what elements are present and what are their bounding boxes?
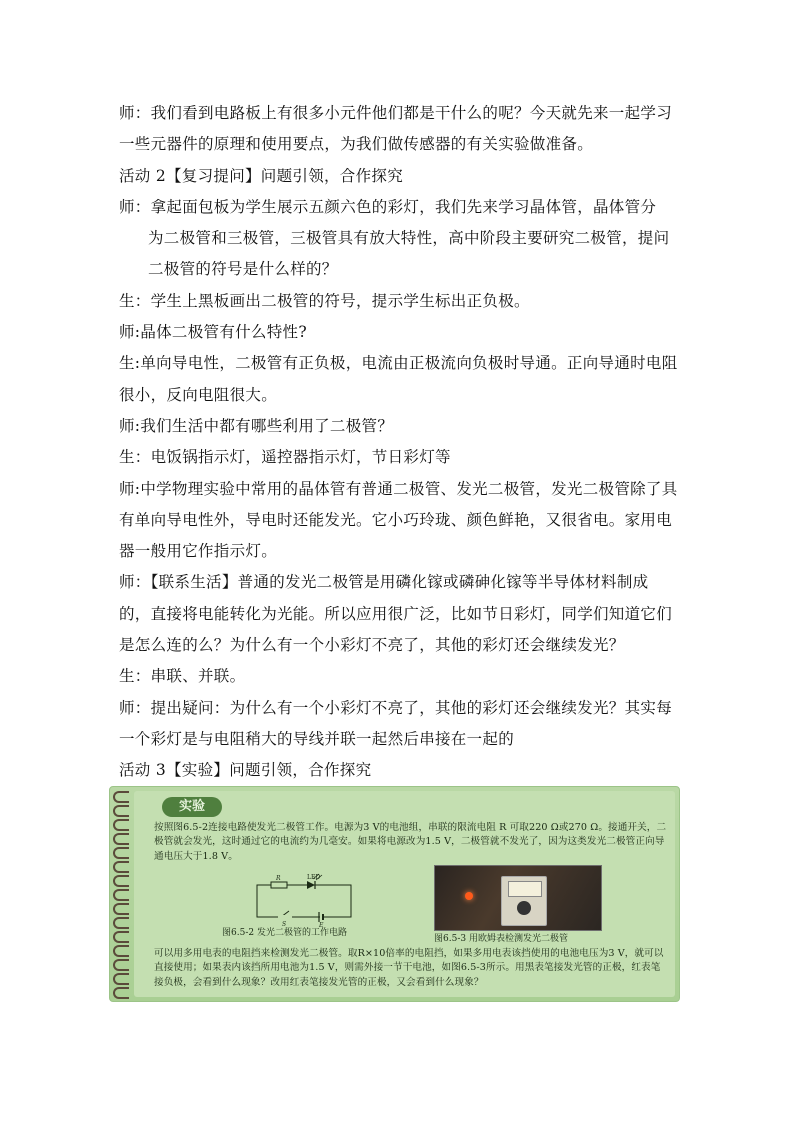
led-circuit-diagram <box>249 873 359 927</box>
multimeter-icon <box>501 876 547 926</box>
paragraph-10: 师:中学物理实验中常用的晶体管有普通二极管、发光二极管，发光二极管除了具有单向导电性外，导电时还能发光。它小巧玲珑、颜色鲜艳，又很省电。家用电器一般用它作指示灯。 <box>119 479 678 561</box>
experiment-paragraph-2: 可以用多用电表的电阻挡来检测发光二极管。取R×10倍率的电阻挡，如果多用电表该挡使用的电池电压为3 V，就可以直接使用；如果表内该挡所用电池为1.5 V，则需外接一节干电池，如图6.5-3所示。用黑表笔接发光管的正极，红表笔接负极，会看到什么现象？改用红表笔接发光管的正极，又会看到什么现象？ <box>154 948 664 988</box>
paragraph-1: 师：我们看到电路板上有很多小元件他们都是干什么的呢？今天就先来一起学习一些元器件的原理和使用要点，为我们做传感器的有关实验做准备。 <box>119 104 673 154</box>
switch-label: S <box>282 921 287 927</box>
paragraph-13: 师：提出疑问：为什么有一个小彩灯不亮了，其他的彩灯还会继续发光？其实每一个彩灯是与电阻稍大的导线并联一起然后串接在一起的 <box>119 698 673 748</box>
paragraph-6: 师:晶体二极管有什么特性? <box>119 323 307 342</box>
paragraph-4: 为二极管和三极管，三极管具有放大特性，高中阶段主要研究二极管，提问二极管的符号是什么样的？ <box>148 229 670 279</box>
led-light <box>465 892 473 900</box>
figure-6-5-2-caption: 图6.5-2 发光二极管的工作电路 <box>222 928 347 938</box>
resistor-label: R <box>276 875 281 882</box>
activity-2-heading: 活动 2【复习提问】问题引领，合作探究 <box>119 166 403 185</box>
led-label: LED <box>307 874 321 881</box>
paragraph-12: 生：串联、并联。 <box>119 667 246 686</box>
experiment-header: 实验 <box>162 797 222 817</box>
document-body <box>119 98 679 787</box>
figure-6-5-3-caption: 图6.5-3 用欧姆表检测发光二极管 <box>434 934 568 944</box>
textbook-excerpt-image <box>109 786 680 1002</box>
paragraph-8: 师:我们生活中都有哪些利用了二极管？ <box>119 416 394 435</box>
resistor-symbol <box>271 882 287 888</box>
spiral-binding <box>110 791 132 997</box>
activity-3-heading: 活动 3【实验】问题引领，合作探究 <box>119 761 372 780</box>
paragraph-3: 师：拿起面包板为学生展示五颜六色的彩灯，我们先来学习晶体管，晶体管分 <box>119 197 657 216</box>
textbook-page <box>134 791 675 997</box>
paragraph-5: 生：学生上黑板画出二极管的符号，提示学生标出正负极。 <box>119 291 530 310</box>
paragraph-7: 生:单向导电性，二极管有正负极，电流由正极流向负极时导通。正向导通时电阻很小，反向电阻很大。 <box>119 354 678 404</box>
multimeter-photo <box>434 865 602 931</box>
paragraph-9: 生：电饭锅指示灯，遥控器指示灯，节日彩灯等 <box>119 448 451 467</box>
paragraph-11: 师：【联系生活】普通的发光二极管是用磷化镓或磷砷化镓等半导体材料制成的，直接将电能转化为光能。所以应用很广泛，比如节日彩灯，同学们知道它们是怎么连的么？为什么有一个小彩灯不亮了，其他的彩灯还会继续发光？ <box>119 573 673 655</box>
experiment-paragraph-1: 按照图6.5-2连接电路使发光二极管工作。电源为3 V的电池组，串联的限流电阻 R 可取220 Ω或270 Ω。接通开关，二极管就会发光，这时通过它的电流约为几毫安。如果将电源改为1.5 V，二极管就不发光了，因为这类发光二极管正向导通电压大于1.8 V。 <box>154 822 667 862</box>
battery-label: E <box>319 922 324 927</box>
led-diode-symbol <box>307 881 315 889</box>
